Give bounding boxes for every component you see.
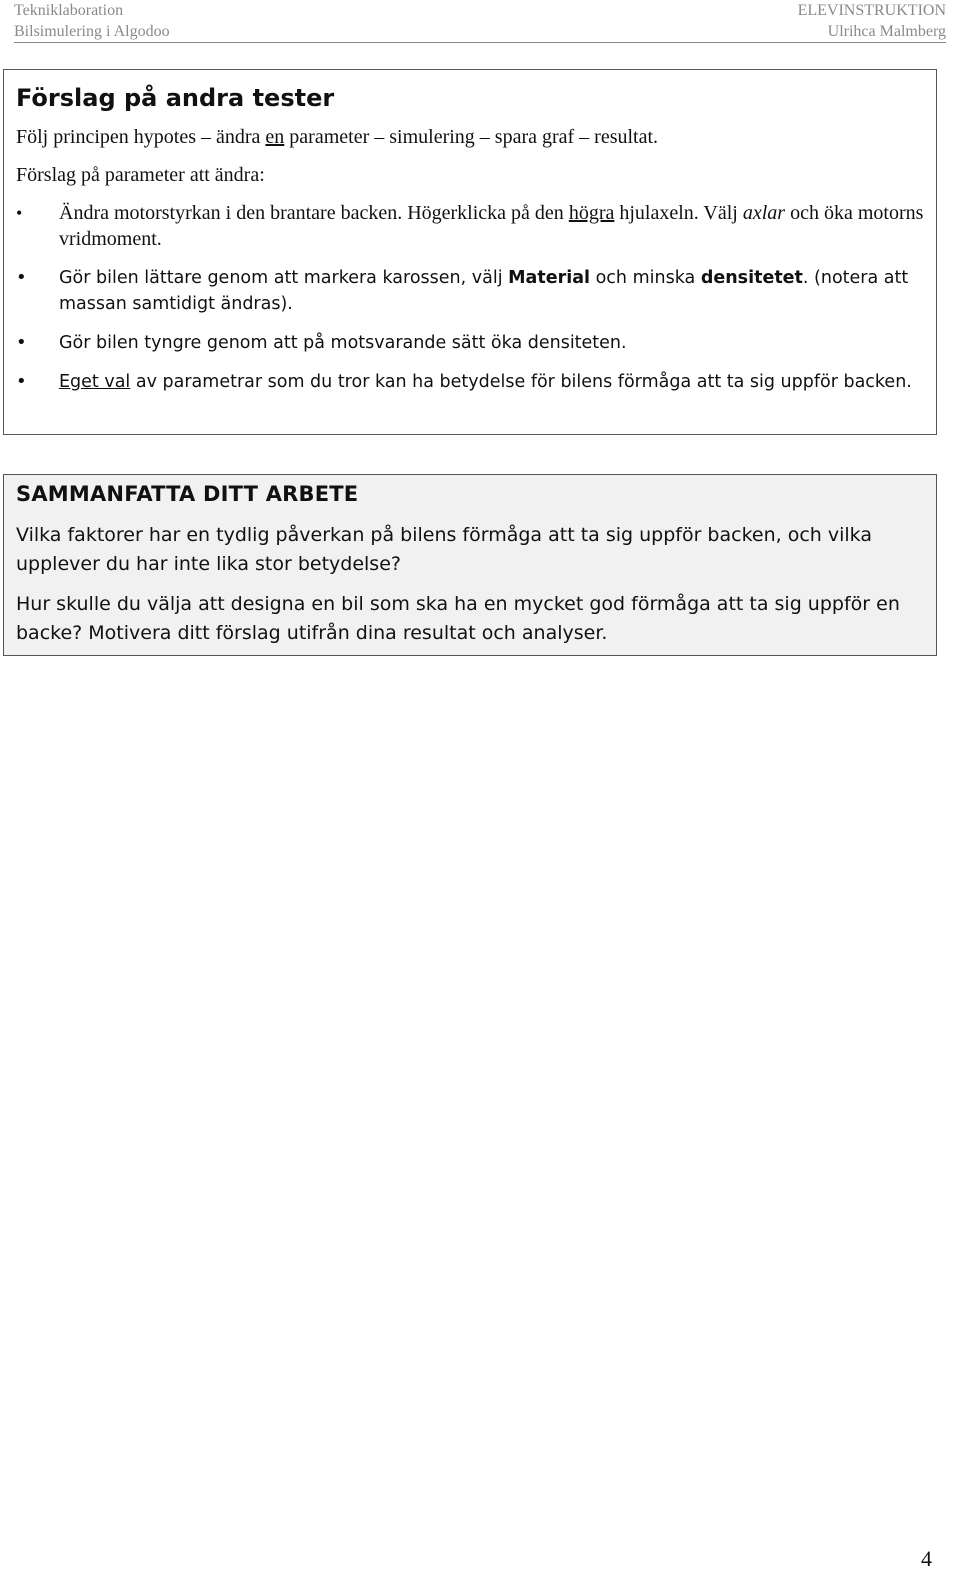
item-text: . (notera att massan samtidigt ändras).	[59, 268, 909, 314]
summary-box	[3, 474, 937, 656]
item-bold: densitetet	[700, 268, 803, 288]
item-italic: axlar	[742, 202, 786, 224]
bullet-icon: •	[16, 203, 23, 223]
principle-text	[16, 124, 924, 150]
header-doc-type: ELEVINSTRUKTION	[797, 2, 946, 19]
header-left	[14, 0, 170, 42]
suggestions-label: Förslag på parameter att ändra:	[16, 164, 265, 186]
header-right	[798, 0, 946, 42]
item-text: Gör bilen tyngre genom att på motsvarande sätt öka densiteten.	[59, 333, 627, 353]
item-text: av parametrar som du tror kan ha betydelse för bilens förmåga att ta sig uppför backen.	[130, 372, 912, 392]
item-text: hjulaxeln. Välj	[614, 202, 743, 224]
header-topic: Bilsimulering i Algodoo	[14, 23, 170, 40]
page-number: 4	[921, 1546, 932, 1571]
page-header	[14, 0, 946, 43]
summary-heading: SAMMANFATTA DITT ARBETE	[16, 482, 359, 506]
other-tests-box	[3, 69, 937, 435]
list-item	[16, 200, 924, 252]
bullet-icon: •	[16, 371, 27, 392]
other-tests-heading: Förslag på andra tester	[16, 84, 335, 112]
suggestions-list	[16, 200, 924, 395]
item-underlined: högra	[568, 202, 615, 224]
header-course: Tekniklaboration	[14, 2, 124, 19]
item-text: Ändra motorstyrkan i den brantare backen. Högerklicka på den	[59, 202, 569, 224]
list-item	[16, 369, 924, 395]
list-item	[16, 330, 924, 356]
principle-underlined: en	[265, 126, 285, 148]
item-text: Gör bilen lättare genom att markera karossen, välj	[59, 268, 509, 288]
item-bold: Material	[508, 268, 591, 288]
header-author: Ulrihca Malmberg	[827, 23, 946, 40]
list-item	[16, 265, 924, 317]
summary-question-2: Hur skulle du välja att designa en bil som ska ha en mycket god förmåga att ta sig uppför en backe? Motivera ditt förslag utifrån dina resultat och analyser.	[16, 593, 900, 644]
summary-question-1: Vilka faktorer har en tydlig påverkan på bilens förmåga att ta sig uppför backen, och vilka upplever du har inte lika stor betydelse?	[16, 524, 872, 575]
item-text: och minska	[590, 268, 701, 288]
item-underlined: Eget val	[59, 372, 131, 392]
principle-before: Följ principen hypotes – ändra	[16, 126, 266, 148]
item-text: och öka motorns vridmoment.	[59, 202, 924, 250]
bullet-icon: •	[16, 267, 27, 288]
principle-after: parameter – simulering – spara graf – resultat.	[284, 126, 659, 148]
bullet-icon: •	[16, 332, 27, 353]
